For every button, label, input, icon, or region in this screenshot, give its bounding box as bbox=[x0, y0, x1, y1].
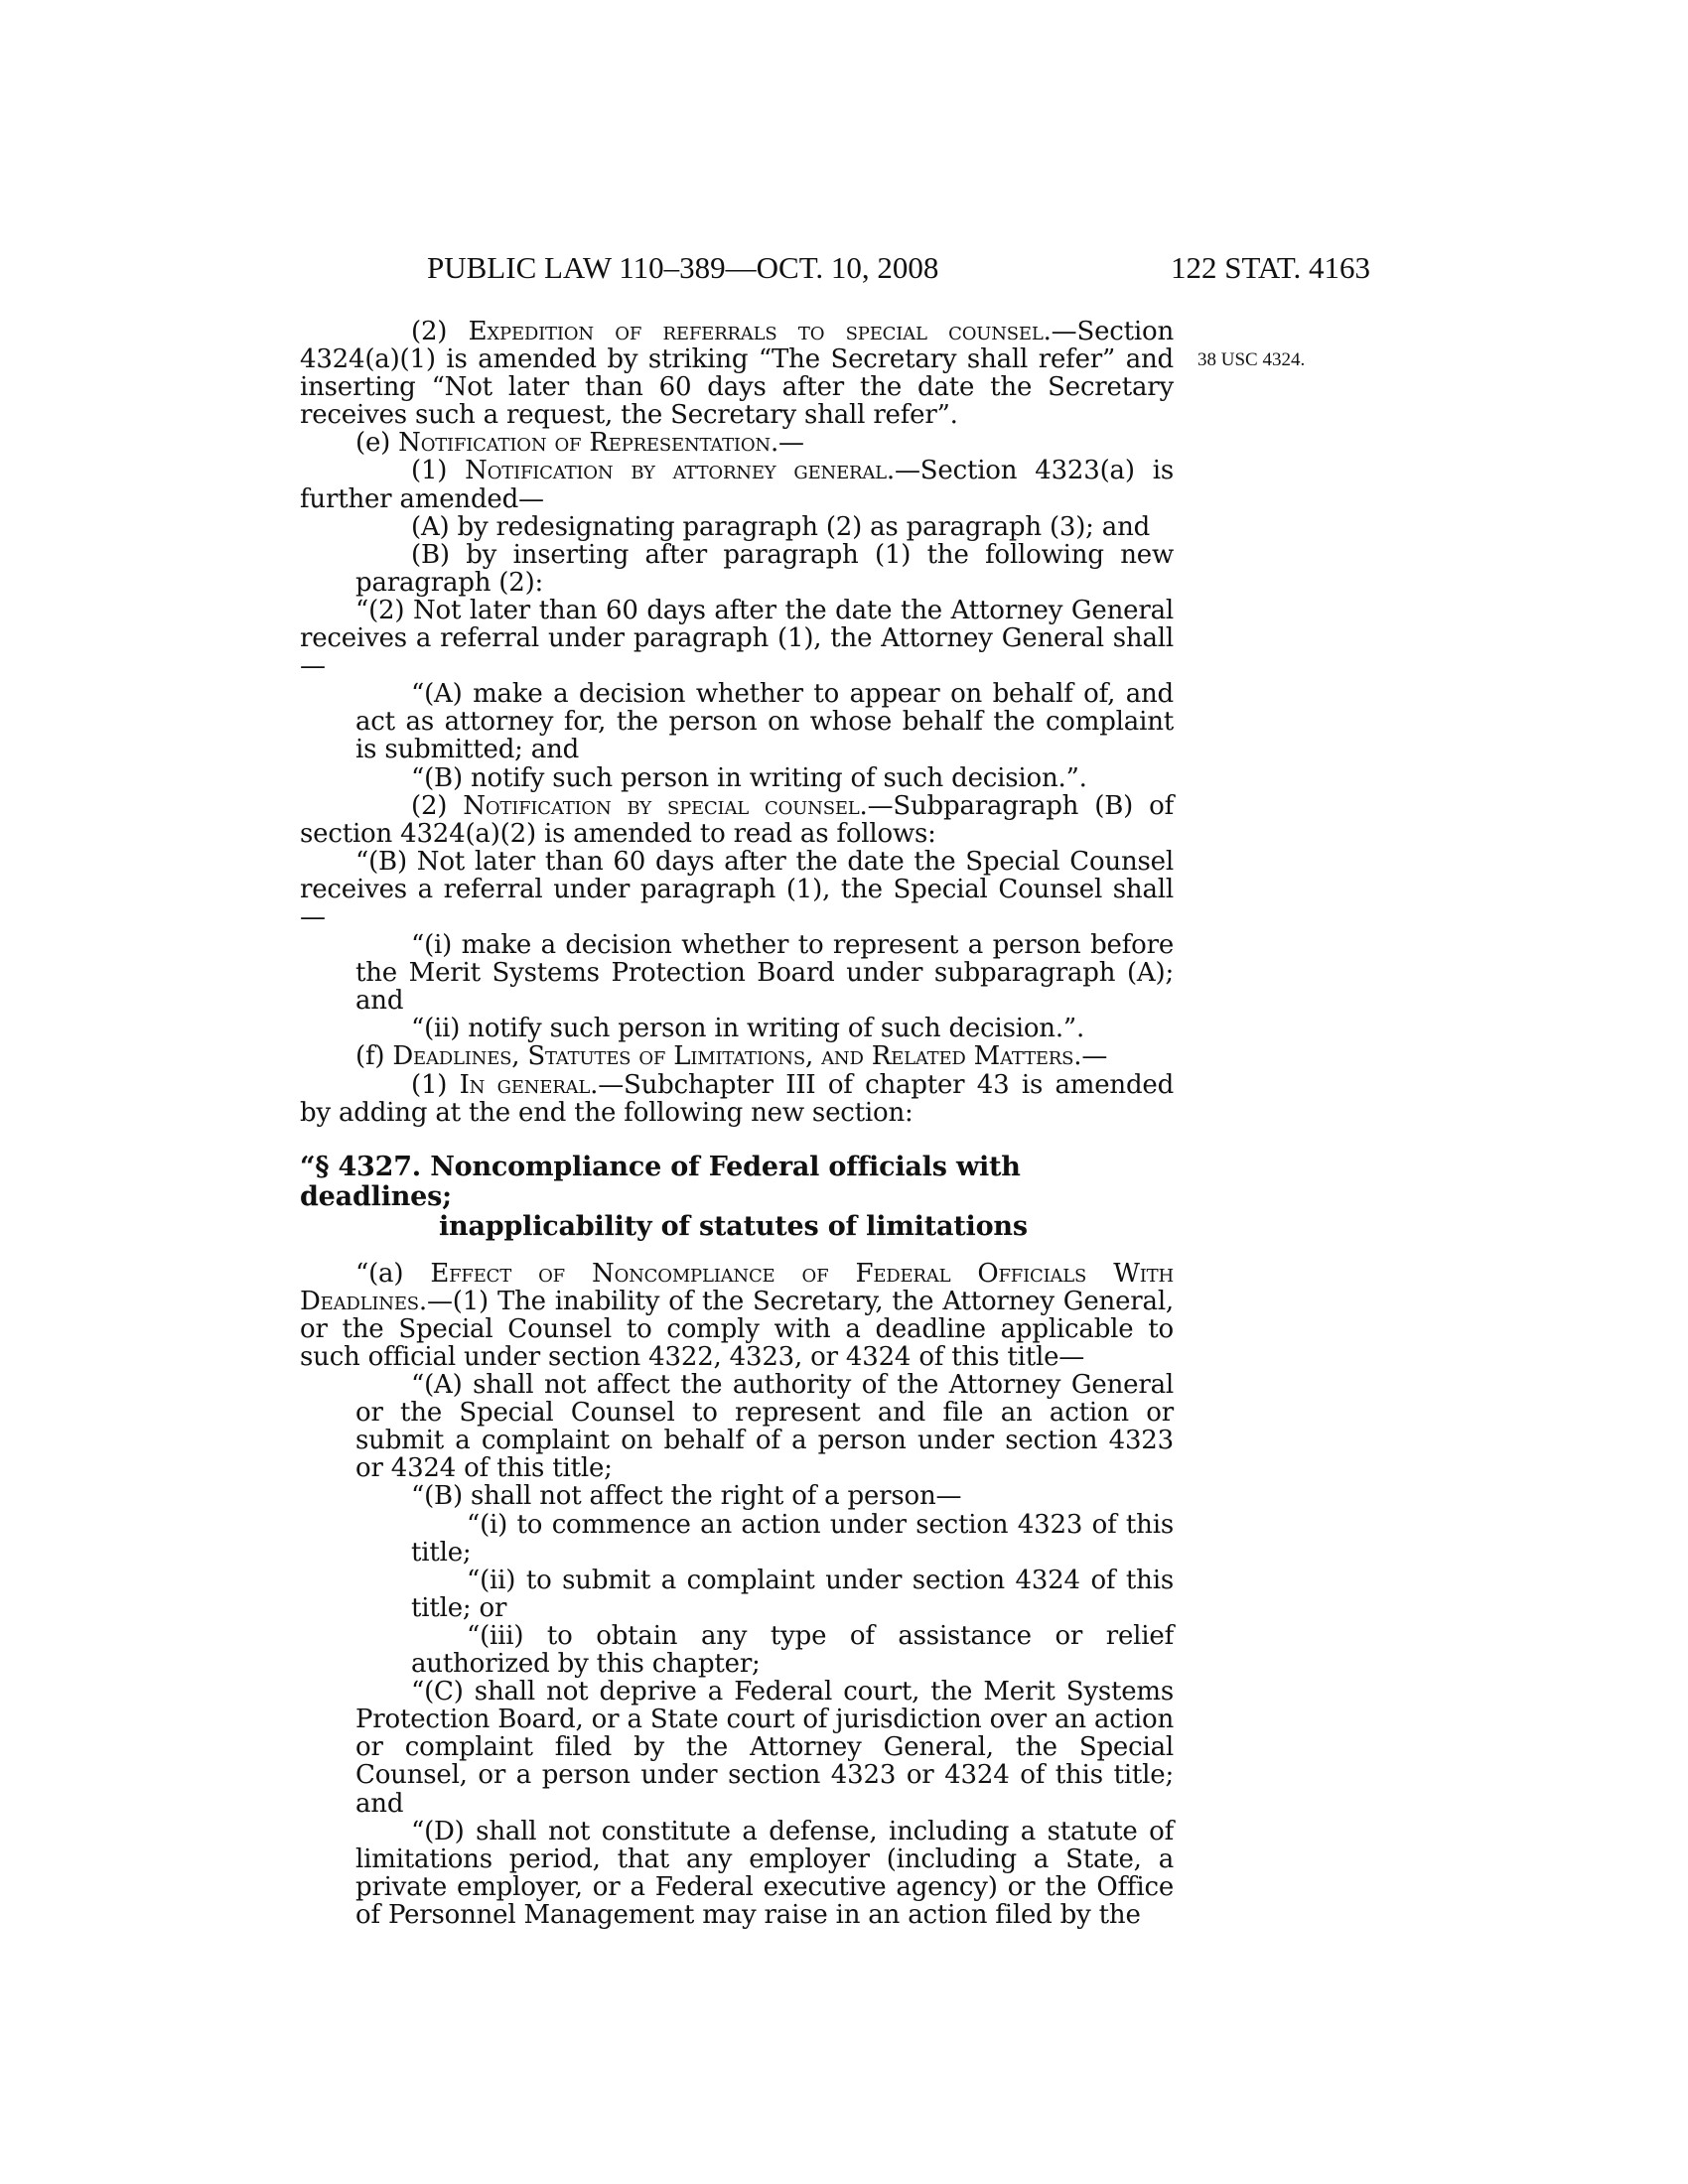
paragraph: “(i) to commence an action under section 4323 of this title; bbox=[411, 1509, 1174, 1568]
paragraph: “(D) shall not constitute a defense, including a statute of limitations period, that any employer (including a State, a private employer, or a Federal executive agency) or the Office of Personnel Management may raise in an action filed by the bbox=[355, 1816, 1174, 1930]
paragraph: (A) by redesignating paragraph (2) as paragraph (3); and bbox=[411, 511, 1151, 542]
paragraph: “(A) make a decision whether to appear on behalf of, and act as attorney for, the person on whose behalf the complaint is submitted; and bbox=[355, 679, 1174, 765]
paragraph: “(i) make a decision whether to represent a person before the Merit Systems Protection Board under subparagraph (A); and bbox=[355, 930, 1174, 1017]
paragraph: (B) by inserting after paragraph (1) the following new paragraph (2): bbox=[355, 539, 1174, 598]
section-heading bbox=[300, 1153, 1174, 1242]
paragraph: “(iii) to obtain any type of assistance or relief authorized by this chapter; bbox=[411, 1620, 1174, 1680]
paragraph: “(B) Not later than 60 days after the date the Special Counsel receives a referral under paragraph (1), the Special Counsel shall— bbox=[300, 846, 1174, 932]
paragraph: “(A) shall not affect the authority of the Attorney General or the Special Counsel to represent and file an action or submit a complaint on behalf of a person under section 4323 or 4324 of this title; bbox=[355, 1370, 1174, 1484]
paragraph: “(C) shall not deprive a Federal court, the Merit Systems Protection Board, or a State court of jurisdiction over an action or complaint filed by the Attorney General, the Special Counsel, or a person under section 4323 or 4324 of this title; and bbox=[355, 1677, 1174, 1819]
paragraph: (f) Deadlines, Statutes of Limitations, and Related Matters.— bbox=[355, 1041, 1108, 1072]
section-heading-line-2: inapplicability of statutes of limitations bbox=[439, 1210, 1028, 1242]
paragraph: “(a) Effect of Noncompliance of Federal Officials With Deadlines.—(1) The inability of the Secretary, the Attorney General, or the Special Counsel to comply with a deadline applicable to such official under section 4322, 4323, or 4324 of this title— bbox=[300, 1258, 1174, 1372]
paragraph: “(B) notify such person in writing of such decision.”. bbox=[411, 762, 1087, 793]
paragraph: (e) Notification of Representation.— bbox=[355, 428, 804, 459]
paragraph: “(2) Not later than 60 days after the date the Attorney General receives a referral under paragraph (1), the Attorney General shall— bbox=[300, 595, 1174, 682]
paragraph: “(ii) to submit a complaint under section 4324 of this title; or bbox=[411, 1565, 1174, 1623]
paragraph: (2) Expedition of referrals to special counsel.—Section 4324(a)(1) is amended by striking “The Secretary shall refer” and inserting “Not later than 60 days after the date the Secretary receives such a request, the Secretary shall refer”. bbox=[300, 317, 1174, 431]
margin-note: 38 USC 4324. bbox=[1197, 349, 1306, 370]
paragraph: “(ii) notify such person in writing of such decision.”. bbox=[411, 1014, 1085, 1044]
paragraph: (1) In general.—Subchapter III of chapter 43 is amended by adding at the end the following new section: bbox=[300, 1069, 1175, 1128]
paragraph: (2) Notification by special counsel.—Subparagraph (B) of section 4324(a)(2) is amended to read as follows: bbox=[300, 790, 1174, 849]
statute-page-number: 122 STAT. 4163 bbox=[1170, 250, 1370, 285]
page-header bbox=[427, 246, 1370, 290]
paragraph: “(B) shall not affect the right of a person— bbox=[411, 1481, 962, 1512]
section-heading-line-1: “§ 4327. Noncompliance of Federal officials with deadlines; bbox=[300, 1151, 1021, 1212]
paragraph: (1) Notification by attorney general.—Section 4323(a) is further amended— bbox=[300, 456, 1174, 514]
public-law-citation: PUBLIC LAW 110–389—OCT. 10, 2008 bbox=[427, 250, 939, 285]
statute-body bbox=[300, 318, 1174, 1929]
